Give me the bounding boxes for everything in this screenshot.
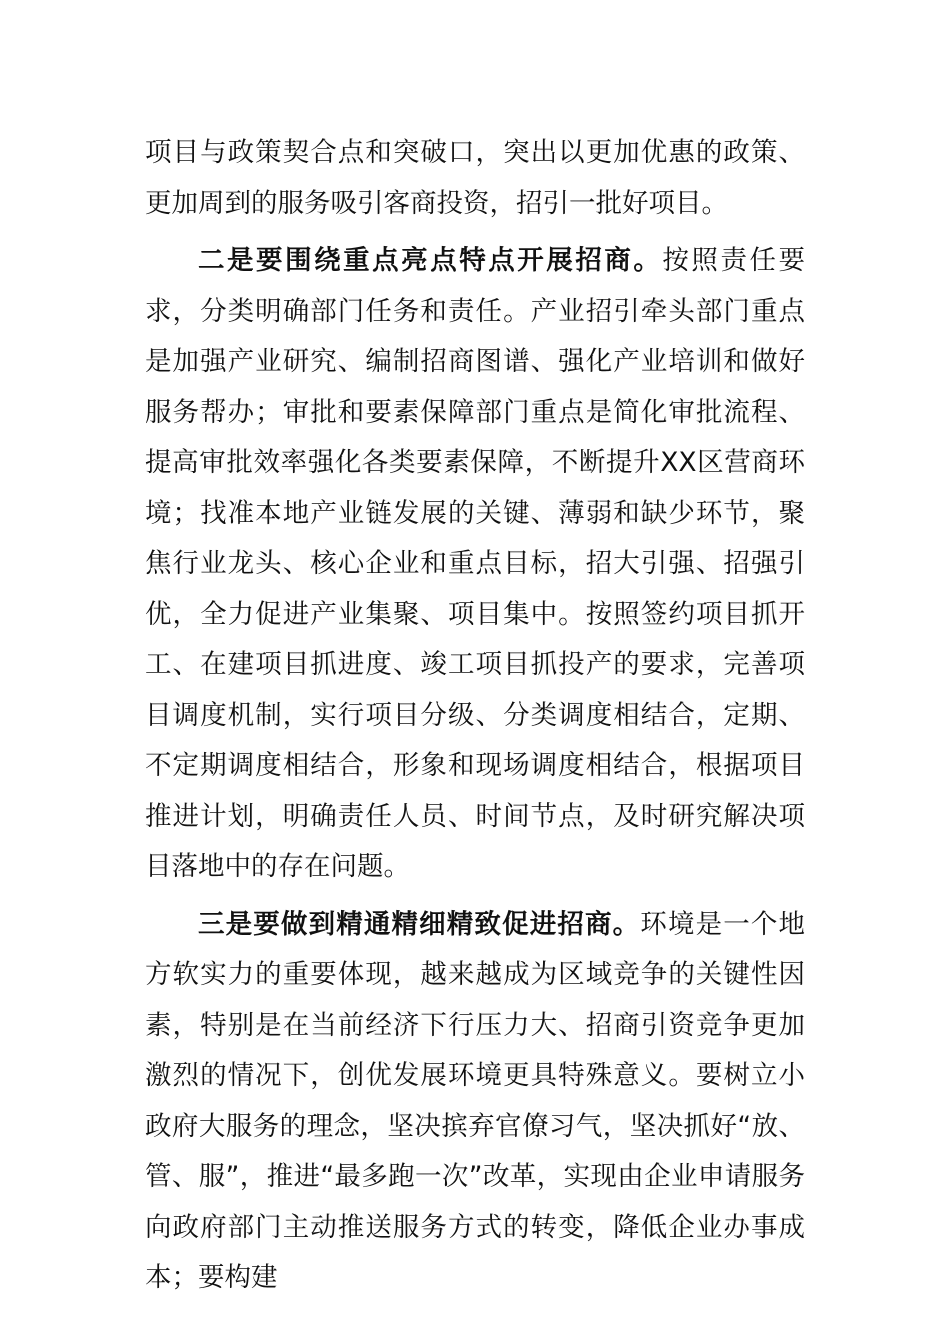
- paragraph-lead-heading: 二是要围绕重点亮点特点开展招商。: [198, 245, 663, 276]
- paragraph-continuation: [145, 128, 805, 229]
- paragraph-text: 环境是一个地方软实力的重要体现，越来越成为区域竞争的关键性因素，特别是在当前经济下行压力大、招商引资竞争更加激烈的情况下，创优发展环境更具特殊意义。要树立小政府大服务的理念，坚决摈弃官僚习气，坚决抓好“放、管、服”，推进“最多跑一次”改革，实现由企业申请服务向政府部门主动推送服务方式的转变，降低企业办事成本；要构建: [145, 908, 806, 1293]
- paragraph-text: 按照责任要求，分类明确部门任务和责任。产业招引牵头部门重点是加强产业研究、编制招商图谱、强化产业培训和做好服务帮办；审批和要素保障部门重点是简化审批流程、提高审批效率强化各类要素保障，不断提升XX区营商环境；找准本地产业链发展的关键、薄弱和缺少环节，聚焦行业龙头、核心企业和重点目标，招大引强、招强引优，全力促进产业集聚、项目集中。按照签约项目抓开工、在建项目抓进度、竣工项目抓投产的要求，完善项目调度机制，实行项目分级、分类调度相结合，定期、不定期调度相结合，形象和现场调度相结合，根据项目推进计划，明确责任人员、时间节点，及时研究解决项目落地中的存在问题。: [145, 245, 806, 882]
- paragraph-point-three: [145, 900, 805, 1304]
- paragraph-text: 项目与政策契合点和突破口，突出以更加优惠的政策、更加周到的服务吸引客商投资，招引一批好项目。: [145, 137, 805, 219]
- document-body: [145, 128, 805, 1304]
- paragraph-lead-heading: 三是要做到精通精细精致促进招商。: [198, 908, 641, 940]
- paragraph-point-two: [145, 236, 805, 893]
